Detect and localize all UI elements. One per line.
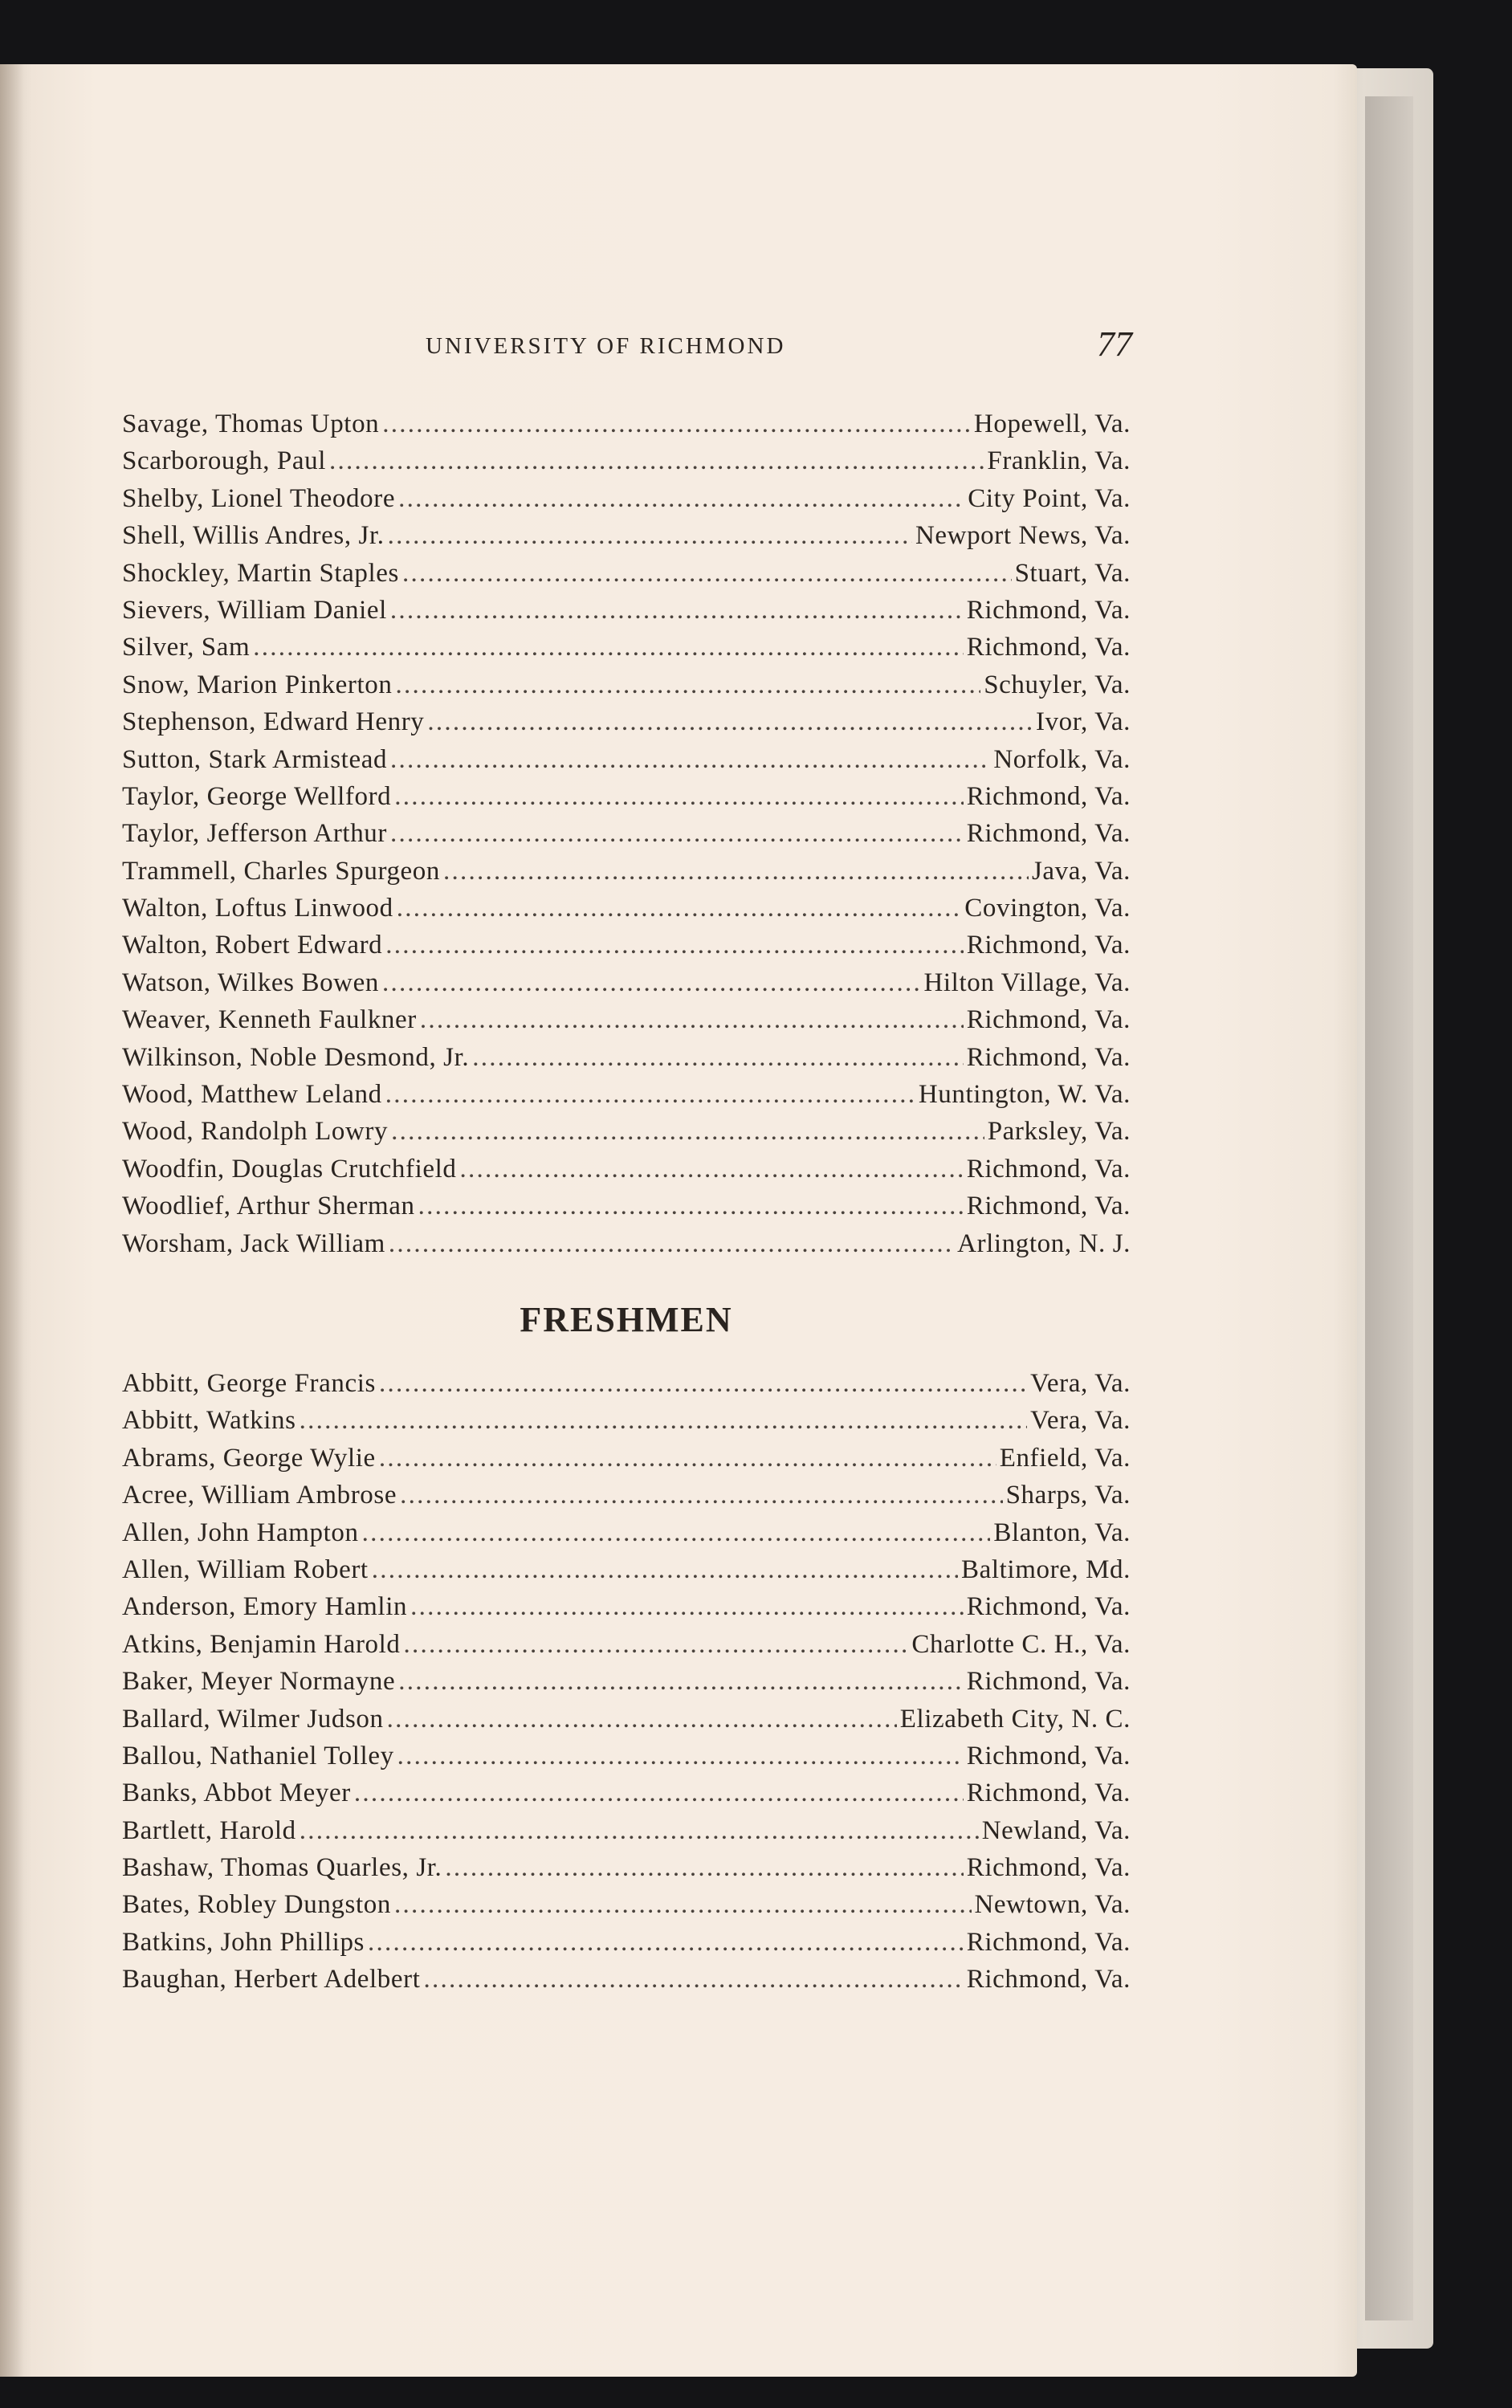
- dot-leader: [300, 1812, 979, 1849]
- student-name: Atkins, Benjamin Harold: [122, 1629, 401, 1659]
- list-item: [122, 778, 1131, 815]
- hometown: Java, Va.: [1031, 856, 1131, 886]
- student-name: Watson, Wilkes Bowen: [122, 968, 379, 997]
- dot-leader: [385, 927, 963, 964]
- dot-leader: [395, 666, 980, 703]
- list-item: [122, 1477, 1131, 1514]
- list-item: [122, 1849, 1131, 1886]
- student-name: Baker, Meyer Normayne: [122, 1667, 396, 1697]
- student-name: Abrams, George Wylie: [122, 1443, 376, 1473]
- list-item: [122, 1001, 1131, 1038]
- list-item: [122, 1225, 1131, 1262]
- hometown: Elizabeth City, N. C.: [899, 1704, 1131, 1734]
- hometown: Vera, Va.: [1030, 1406, 1131, 1436]
- page-number: 77: [1097, 324, 1132, 364]
- hometown: Richmond, Va.: [966, 819, 1131, 849]
- student-name: Savage, Thomas Upton: [122, 409, 380, 438]
- student-name: Wilkinson, Noble Desmond, Jr.: [122, 1042, 470, 1072]
- dot-leader: [394, 1886, 972, 1923]
- dot-leader: [389, 1225, 954, 1262]
- dot-leader: [387, 1701, 897, 1738]
- student-name: Taylor, Jefferson Arthur: [122, 819, 387, 849]
- student-name: Baughan, Herbert Adelbert: [122, 1965, 421, 1994]
- student-name: Woodlief, Arthur Sherman: [122, 1192, 415, 1221]
- dot-leader: [427, 703, 1033, 740]
- hometown: Richmond, Va.: [966, 633, 1131, 662]
- hometown: Enfield, Va.: [999, 1443, 1131, 1473]
- list-item: [122, 629, 1131, 666]
- section-heading-freshmen: FRESHMEN: [520, 1300, 733, 1339]
- dot-leader: [362, 1514, 991, 1551]
- gutter-shadow: [0, 64, 24, 2377]
- student-name: Silver, Sam: [122, 633, 251, 662]
- dot-leader: [329, 442, 984, 479]
- hometown: Ivor, Va.: [1035, 707, 1131, 737]
- dot-leader: [379, 1440, 996, 1477]
- student-name: Shockley, Martin Staples: [122, 558, 399, 588]
- hometown: Covington, Va.: [964, 894, 1131, 923]
- hometown: Richmond, Va.: [966, 1927, 1131, 1957]
- list-item: [122, 890, 1131, 927]
- page-stack-shadow: [1365, 96, 1413, 2320]
- list-item: [122, 964, 1131, 1001]
- dot-leader: [385, 1076, 915, 1113]
- hometown: Richmond, Va.: [966, 1965, 1131, 1994]
- hometown: Richmond, Va.: [966, 1778, 1131, 1808]
- dot-leader: [472, 1039, 963, 1076]
- dot-leader: [372, 1551, 958, 1588]
- list-item: [122, 666, 1131, 703]
- hometown: Huntington, W. Va.: [918, 1080, 1131, 1110]
- hometown: Norfolk, Va.: [993, 744, 1131, 774]
- student-name: Allen, John Hampton: [122, 1518, 359, 1547]
- student-name: Acree, William Ambrose: [122, 1481, 397, 1510]
- list-item: [122, 1076, 1131, 1113]
- hometown: Richmond, Va.: [966, 931, 1131, 960]
- hometown: Franklin, Va.: [987, 446, 1131, 476]
- list-item: [122, 592, 1131, 629]
- list-item: [122, 555, 1131, 592]
- dot-leader: [394, 778, 963, 815]
- dot-leader: [379, 1365, 1027, 1402]
- student-name: Bates, Robley Dungston: [122, 1890, 391, 1920]
- hometown: Newland, Va.: [981, 1815, 1131, 1845]
- student-name: Bashaw, Thomas Quarles, Jr.: [122, 1853, 442, 1883]
- list-item: [122, 1924, 1131, 1961]
- hometown: Richmond, Va.: [966, 1192, 1131, 1221]
- list-item: [122, 442, 1131, 479]
- student-name: Trammell, Charles Spurgeon: [122, 856, 441, 886]
- list-item: [122, 1113, 1131, 1150]
- student-name: Woodfin, Douglas Crutchfield: [122, 1154, 457, 1184]
- list-item: [122, 1039, 1131, 1076]
- dot-leader: [388, 517, 912, 554]
- student-name: Scarborough, Paul: [122, 446, 326, 476]
- student-name: Allen, William Robert: [122, 1554, 369, 1584]
- student-name: Stephenson, Edward Henry: [122, 707, 425, 737]
- student-name: Sievers, William Daniel: [122, 595, 387, 625]
- student-name: Abbitt, George Francis: [122, 1369, 376, 1398]
- dot-leader: [402, 555, 1012, 592]
- hometown: Richmond, Va.: [966, 1592, 1131, 1622]
- student-name: Wood, Matthew Leland: [122, 1080, 382, 1110]
- hometown: Newport News, Va.: [915, 521, 1131, 551]
- hometown: Richmond, Va.: [966, 1154, 1131, 1184]
- dot-leader: [390, 741, 990, 778]
- hometown: Stuart, Va.: [1014, 558, 1131, 588]
- hometown: Blanton, Va.: [993, 1518, 1131, 1547]
- hometown: Charlotte C. H., Va.: [911, 1629, 1131, 1659]
- dot-leader: [368, 1924, 964, 1961]
- student-list-freshmen: [122, 1365, 1131, 1999]
- dot-leader: [443, 853, 1029, 890]
- list-item: [122, 1514, 1131, 1551]
- student-name: Taylor, George Wellford: [122, 781, 392, 811]
- list-item: [122, 1588, 1131, 1625]
- hometown: Richmond, Va.: [966, 1853, 1131, 1883]
- student-name: Sutton, Stark Armistead: [122, 744, 388, 774]
- hometown: Baltimore, Md.: [961, 1554, 1131, 1584]
- student-name: Bartlett, Harold: [122, 1815, 296, 1845]
- hometown: Richmond, Va.: [966, 1741, 1131, 1770]
- dot-leader: [398, 480, 964, 517]
- student-name: Shell, Willis Andres, Jr.: [122, 521, 385, 551]
- hometown: Schuyler, Va.: [984, 670, 1131, 699]
- list-item: [122, 1812, 1131, 1849]
- running-head: [426, 325, 1132, 373]
- student-name: Banks, Abbot Meyer: [122, 1778, 351, 1808]
- dot-leader: [423, 1961, 963, 1998]
- dot-leader: [253, 629, 963, 666]
- student-name: Abbitt, Watkins: [122, 1406, 296, 1436]
- list-item: [122, 1961, 1131, 1998]
- dot-leader: [382, 964, 921, 1001]
- dot-leader: [397, 890, 962, 927]
- list-item: [122, 1151, 1131, 1188]
- list-item: [122, 927, 1131, 964]
- list-item: [122, 1774, 1131, 1811]
- list-item: [122, 480, 1131, 517]
- student-name: Batkins, John Phillips: [122, 1927, 365, 1957]
- student-name: Ballard, Wilmer Judson: [122, 1704, 384, 1734]
- hometown: Richmond, Va.: [966, 595, 1131, 625]
- hometown: Richmond, Va.: [966, 1667, 1131, 1697]
- hometown: Parksley, Va.: [987, 1117, 1131, 1147]
- student-name: Shelby, Lionel Theodore: [122, 483, 396, 513]
- dot-leader: [391, 1113, 984, 1150]
- list-item: [122, 517, 1131, 554]
- dot-leader: [390, 592, 964, 629]
- dot-leader: [390, 815, 964, 852]
- dot-leader: [354, 1774, 964, 1811]
- list-item: [122, 1440, 1131, 1477]
- hometown: Vera, Va.: [1030, 1369, 1131, 1398]
- student-name: Worsham, Jack William: [122, 1228, 385, 1258]
- dot-leader: [300, 1402, 1028, 1439]
- list-item: [122, 1663, 1131, 1700]
- hometown: Hilton Village, Va.: [923, 968, 1131, 997]
- hometown: Richmond, Va.: [966, 781, 1131, 811]
- dot-leader: [400, 1477, 1003, 1514]
- dot-leader: [445, 1849, 963, 1886]
- list-item: [122, 1551, 1131, 1588]
- hometown: City Point, Va.: [968, 483, 1131, 513]
- list-item: [122, 1188, 1131, 1224]
- list-item: [122, 1738, 1131, 1774]
- list-item: [122, 1402, 1131, 1439]
- hometown: Sharps, Va.: [1005, 1481, 1131, 1510]
- list-item: [122, 1626, 1131, 1663]
- list-item: [122, 741, 1131, 778]
- list-item: [122, 703, 1131, 740]
- list-item: [122, 1365, 1131, 1402]
- running-title: UNIVERSITY OF RICHMOND: [426, 333, 786, 359]
- dot-leader: [404, 1626, 909, 1663]
- dot-leader: [418, 1188, 964, 1224]
- list-item: [122, 815, 1131, 852]
- dot-leader: [460, 1151, 964, 1188]
- list-item: [122, 1886, 1131, 1923]
- dot-leader: [410, 1588, 964, 1625]
- student-name: Weaver, Kenneth Faulkner: [122, 1005, 417, 1035]
- list-item: [122, 853, 1131, 890]
- student-name: Wood, Randolph Lowry: [122, 1117, 389, 1147]
- list-item: [122, 1701, 1131, 1738]
- student-name: Walton, Loftus Linwood: [122, 894, 393, 923]
- dot-leader: [398, 1663, 963, 1700]
- student-name: Anderson, Emory Hamlin: [122, 1592, 408, 1622]
- student-name: Walton, Robert Edward: [122, 931, 383, 960]
- hometown: Richmond, Va.: [966, 1005, 1131, 1035]
- hometown: Newtown, Va.: [974, 1890, 1131, 1920]
- dot-leader: [397, 1738, 964, 1774]
- dot-leader: [382, 405, 971, 442]
- dot-leader: [420, 1001, 964, 1038]
- list-item: [122, 405, 1131, 442]
- student-list-continued: [122, 405, 1131, 1262]
- hometown: Arlington, N. J.: [957, 1228, 1131, 1258]
- hometown: Richmond, Va.: [966, 1042, 1131, 1072]
- student-name: Ballou, Nathaniel Tolley: [122, 1741, 394, 1770]
- hometown: Hopewell, Va.: [973, 409, 1131, 438]
- student-name: Snow, Marion Pinkerton: [122, 670, 393, 699]
